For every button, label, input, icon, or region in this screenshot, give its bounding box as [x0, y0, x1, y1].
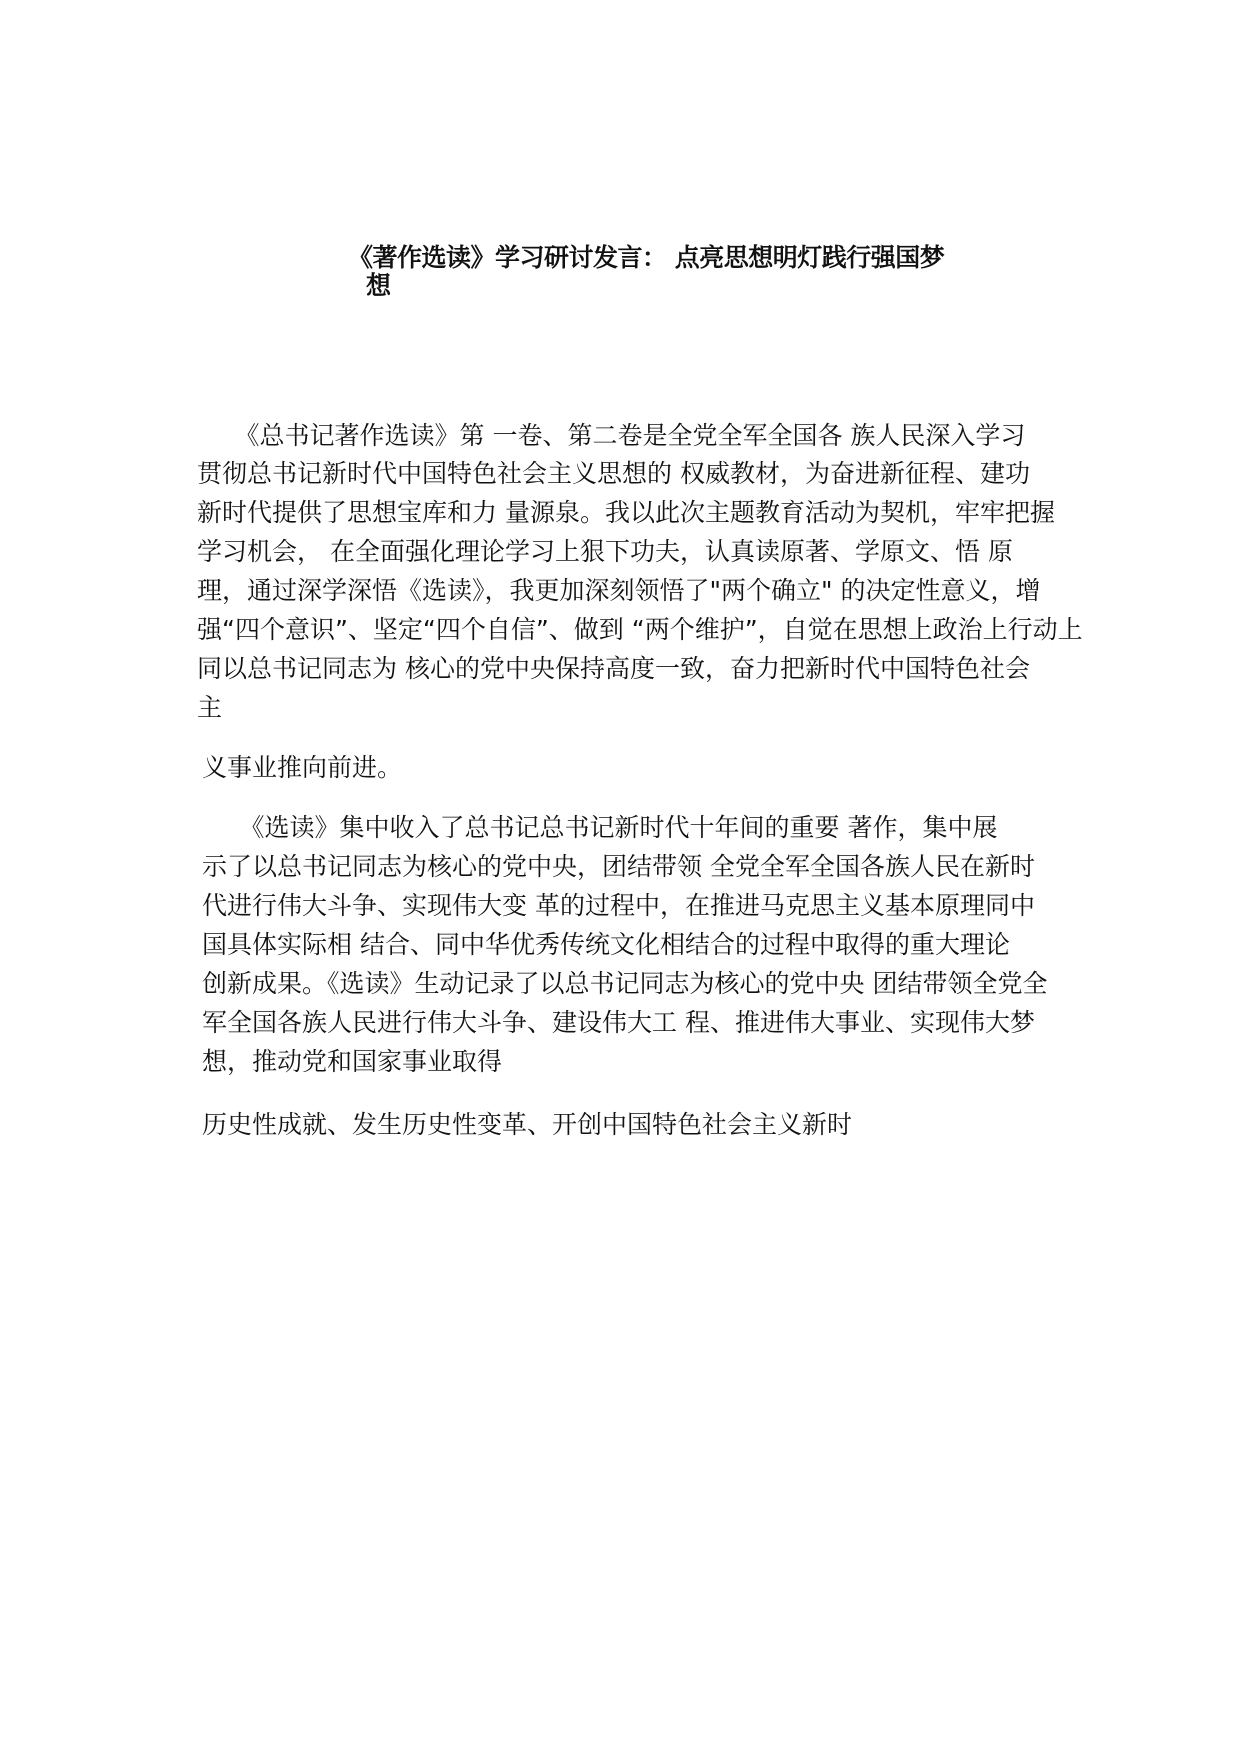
paragraph-2-line-7: 想，推动党和国家事业取得: [202, 1047, 503, 1076]
title-line-2: 想: [366, 271, 391, 300]
paragraph-1-line-7: 同以总书记同志为 核心的党中央保持高度一致，奋力把新时代中国特色社会: [197, 654, 1030, 683]
paragraph-1-line-1: 《总书记著作选读》第 一卷、第二卷是全党全军全国各 族人民深入学习: [197, 421, 1026, 450]
paragraph-1-line-3: 新时代提供了思想宝库和力 量源泉。我以此次主题教育活动为契机，牢牢把握: [197, 498, 1055, 527]
paragraph-2-line-6: 军全国各族人民进行伟大斗争、建设伟大工 程、推进伟大事业、实现伟大梦: [202, 1008, 1035, 1037]
paragraph-2-line-4: 国具体实际相 结合、同中华优秀传统文化相结合的过程中取得的重大理论: [202, 930, 1010, 959]
paragraph-1-line-2: 贯彻总书记新时代中国特色社会主义思想的 权威教材，为奋进新征程、建功: [197, 459, 1030, 488]
paragraph-2-continuation: 历史性成就、发生历史性变革、开创中国特色社会主义新时: [202, 1110, 853, 1139]
paragraph-2-line-3: 代进行伟大斗争、实现伟大变 革的过程中，在推进马克思主义基本原理同中: [202, 891, 1035, 920]
paragraph-2-line-2: 示了以总书记同志为核心的党中央，团结带领 全党全军全国各族人民在新时: [202, 852, 1035, 881]
title-line-1: 《著作选读》学习研讨发言： 点亮思想明灯践行强国梦: [348, 243, 945, 272]
document-title: [348, 244, 948, 300]
paragraph-2-line-5: 创新成果。《选读》生动记录了以总书记同志为核心的党中央 团结带领全党全: [202, 969, 1048, 998]
paragraph-1-continuation: 义事业推向前进。: [202, 753, 403, 782]
paragraph-1-line-5: 理，通过深学深悟《选读》，我更加深刻领悟了"两个确立" 的决定性意义，增: [197, 576, 1041, 605]
paragraph-1-line-6: 强“四个意识”、坚定“四个自信”、做到 “两个维护”，自觉在思想上政治上行动上: [197, 615, 1083, 644]
paragraph-1-line-8: 主: [197, 693, 223, 722]
paragraph-1-line-4: 学习机会， 在全面强化理论学习上狠下功夫，认真读原著、学原文、悟 原: [197, 537, 1013, 566]
paragraph-2-line-1: 《选读》集中收入了总书记总书记新时代十年间的重要 著作，集中展: [202, 813, 998, 842]
